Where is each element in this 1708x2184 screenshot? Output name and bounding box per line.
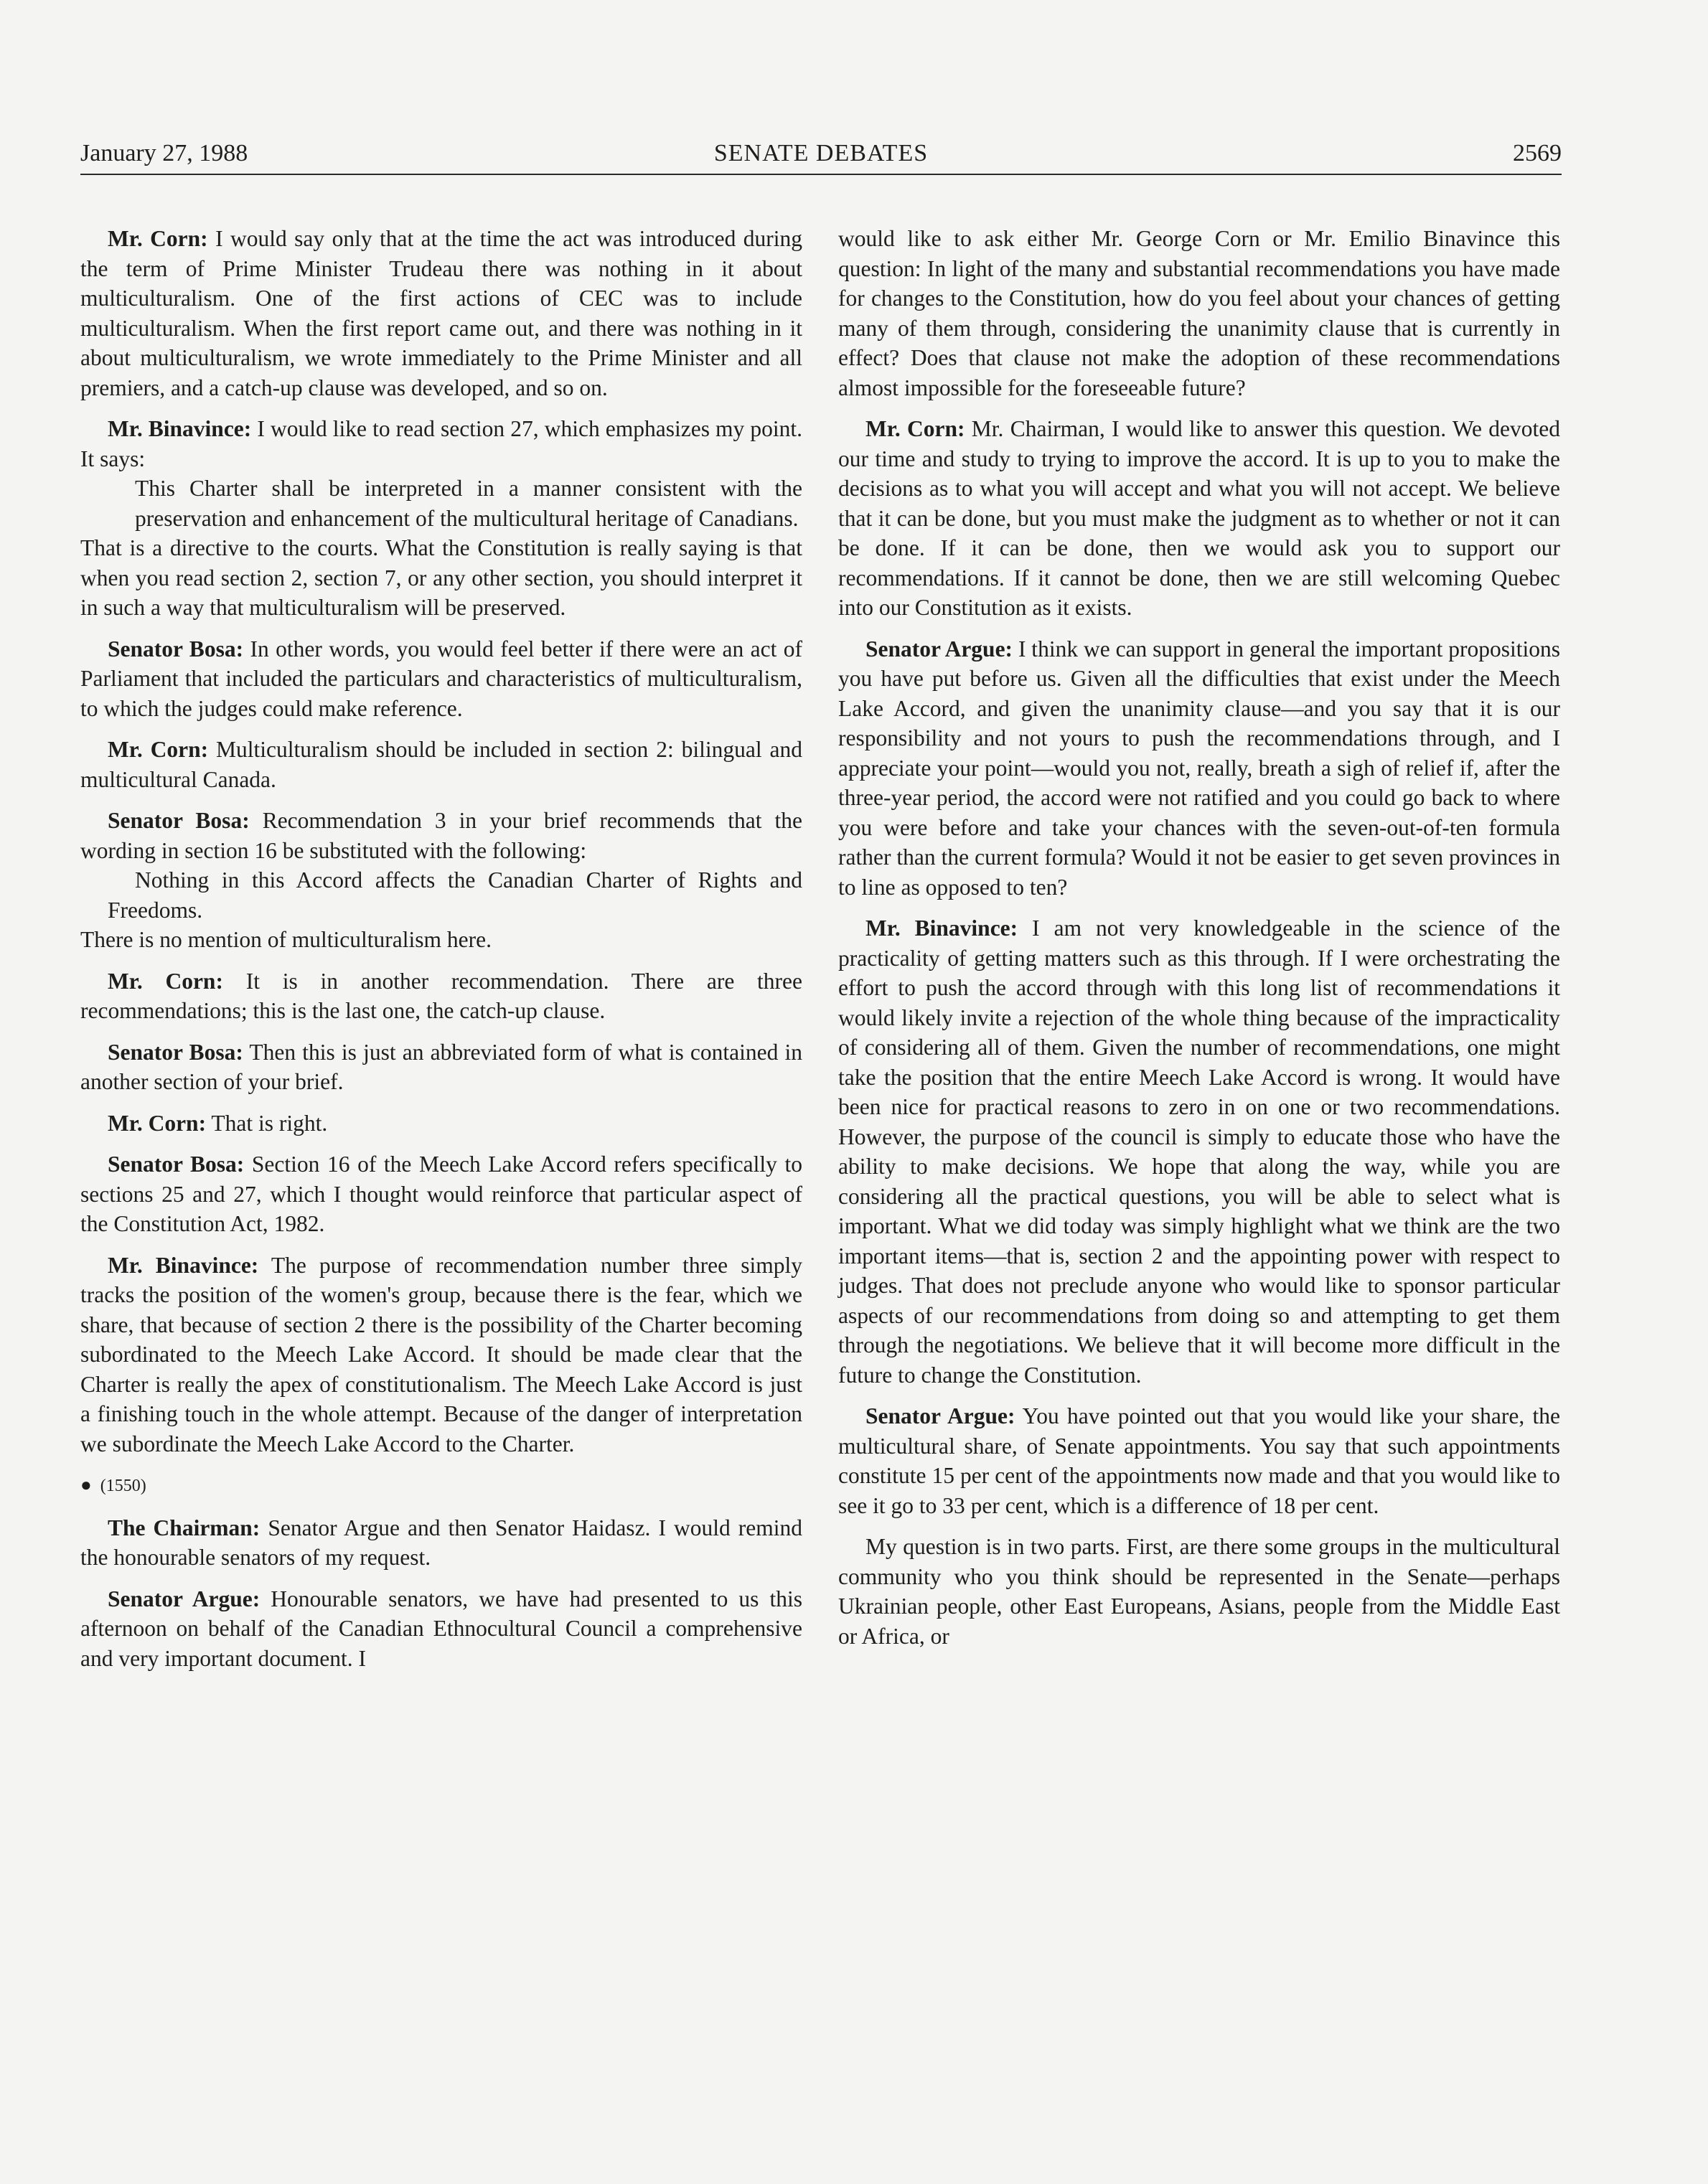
speech-text: In other words, you would feel better if there were an act of Parliament that included the particulars and characteristics of multiculturalism, to which the judges could make reference. [80,636,803,721]
speech-text: That is right. [211,1110,328,1136]
header-title: SENATE DEBATES [713,140,929,166]
speaker-name: Senator Argue: [865,1403,1015,1428]
speech-text: I think we can support in general the important propositions you have put before us. Given all the difficulties that exist under the Meech Lake Accord, and given the unanimity clause—and you say that it is our responsibility and not yours to push the recommendations through, and I appreciate your point—would you not, really, breath a sigh of relief if, after the three-year period, the accord were not ratified and you could go back to where you were before and take your chances with the seven-out-of-ten formula rather than the current formula? Would it not be easier to get seven provinces in to line as opposed to ten? [838,636,1560,900]
speaker-name: The Chairman: [108,1515,261,1540]
speech-text: Honourable senators, we have had presented to us this afternoon on behalf of the Canadian Ethnocultural Council a comprehensive and very important document. I [80,1586,803,1671]
speaker-name: Mr. Binavince: [108,416,252,441]
header-page-number: 2569 [1513,140,1562,166]
speaker-name: Senator Bosa: [108,1039,243,1065]
time-marker [80,1470,802,1502]
paragraph [80,1037,802,1097]
speech-text: You have pointed out that you would like your share, the multicultural share, of Senate appointments. You say that such appointments constitute 15 per cent of the appointments now made and that you would like to see it go to 33 per cent, which is a difference of 18 per cent. [838,1403,1560,1518]
speech-text: I would say only that at the time the act was introduced during the term of Prime Minister Trudeau there was nothing in it about multiculturalism. One of the first actions of CEC was to include multiculturalism. When the first report came out, and there was nothing in it about multiculturalism, we wrote immediately to the Prime Minister and all premiers, and a catch-up clause was developed, and so on. [80,226,803,400]
speaker-name: Senator Argue: [865,636,1013,662]
bullet-icon: ● [80,1474,92,1495]
speech-text: I am not very knowledgeable in the science of the practicality of getting matters such as this through. If I were orchestrating the effort to push the accord through with this long list of recommendations it would likely invite a rejection of the whole thing because of the impracticality of considering all of them. Given the number of recommendations, one might take the position that the entire Meech Lake Accord is wrong. It would have been nice for practical reasons to zero in on one or two recommendations. However, the purpose of the council is simply to educate those who have the ability to make decisions. We hope that along the way, while you are considering all the practical questions, you will be able to select what is important. What we did today was simply highlight what we think are the two important items—that is, section 2 and the appointing power with respect to judges. That does not preclude anyone who would like to sponsor particular aspects of our recommendations from doing so and attempting to get them through the negotiations. We believe that it will become more difficult in the future to change the Constitution. [838,916,1561,1388]
speech-text: Then this is just an abbreviated form of what is contained in another section of your brief. [80,1039,802,1094]
speech-text: Senator Argue and then Senator Haidasz. I would remind the honourable senators of my request. [80,1515,802,1570]
block-quote: Nothing in this Accord affects the Canadian Charter of Rights and Freedoms. [108,867,802,923]
paragraph [838,414,1560,623]
paragraph [80,1251,802,1459]
speech-text: Section 16 of the Meech Lake Accord refers specifically to sections 25 and 27, which I thought would reinforce that particular aspect of the Constitution Act, 1982. [80,1152,802,1236]
paragraph: There is no mention of multiculturalism here. [80,927,492,952]
time-stamp: (1550) [100,1477,146,1495]
speaker-name: Mr. Corn: [108,968,223,994]
paragraph: That is a directive to the courts. What the Constitution is really saying is that when you read section 2, section 7, or any other section, you should interpret it in such a way that multiculturalism will be preserved. [80,535,802,620]
paragraph [80,1584,802,1674]
paragraph [80,414,802,474]
speaker-name: Mr. Corn: [108,737,209,762]
speaker-name: Senator Bosa: [108,1152,245,1177]
speech-text: I would like to read section 27, which emphasizes my point. It says: [80,416,803,471]
speech-text: The purpose of recommendation number three simply tracks the position of the women's group, because there is the fear, which we share, that because of section 2 there is the possibility of the Charter becoming subordinated to the Meech Lake Accord. It should be made clear that the Charter is really the apex of constitutionalism. The Meech Lake Accord is just a finishing touch in the whole attempt. Because of the danger of interpretation we subordinate the Meech Lake Accord to the Charter. [80,1252,802,1456]
speech-text: Recommendation 3 in your brief recommends that the wording in section 16 be substituted with the following: [80,808,802,863]
speech-text: Mr. Chairman, I would like to answer this question. We devoted our time and study to trying to improve the accord. It is up to you to make the decisions as to what you will accept and what you will not accept. We believe that it can be done, but you must make the judgment as to whether or not it can be done. If it can be done, then we would ask you to support our recommendations. If it cannot be done, then we are still welcoming Quebec into our Constitution as it exists. [838,416,1561,620]
speaker-name: Senator Argue: [108,1586,261,1611]
speaker-name: Mr. Corn: [108,1110,207,1136]
paragraph: My question is in two parts. First, are there some groups in the multicultural community who you think should be represented in the Senate—perhaps Ukrainian people, other East Europeans, Asians, people from the Middle East or Africa, or [838,1534,1560,1649]
paragraph [80,735,802,794]
speech-text: Multiculturalism should be included in section 2: bilingual and multicultural Canada. [80,737,803,792]
paragraph [80,634,802,724]
speaker-name: Mr. Corn: [108,226,208,251]
paragraph [838,913,1560,1390]
paragraph [80,224,802,403]
block-quote: This Charter shall be interpreted in a manner consistent with the preservation and enhancement of the multicultural heritage of Canadians. [135,476,802,531]
left-column [80,224,802,1685]
page-header [80,138,1562,175]
paragraph [80,806,802,865]
paragraph [838,634,1560,903]
header-date: January 27, 1988 [80,140,248,166]
paragraph [80,1149,802,1239]
paragraph [80,966,802,1026]
speaker-name: Mr. Binavince: [865,916,1018,941]
paragraph [80,1109,802,1139]
paragraph [838,1401,1560,1520]
speaker-name: Senator Bosa: [108,808,250,833]
paragraph: would like to ask either Mr. George Corn or Mr. Emilio Binavince this question: In light of the many and substantial recommendations you have made for changes to the Constitution, how do you feel about your chances of getting many of them through, considering the unanimity clause that is currently in effect? Does that clause not make the adoption of these recommendations almost impossible for the foreseeable future? [838,226,1560,400]
paragraph [80,1513,802,1573]
right-column [838,224,1560,1662]
speech-text: It is in another recommendation. There are three recommendations; this is the last one, the catch-up clause. [80,968,802,1023]
speaker-name: Senator Bosa: [108,636,244,662]
speaker-name: Mr. Corn: [865,416,965,441]
speaker-name: Mr. Binavince: [108,1252,259,1278]
